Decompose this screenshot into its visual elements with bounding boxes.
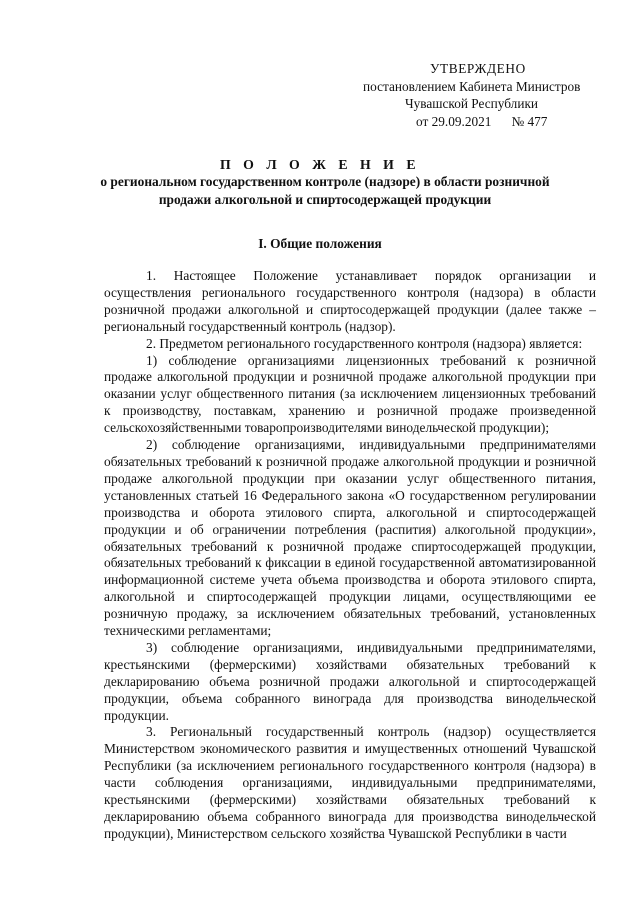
document-subtitle: о региональном государственном контроле (надзоре) в области розничной продажи алкогольной и спиртосодержащей продукции [100,174,550,207]
body-text [104,268,596,843]
paragraph: 3) соблюдение организациями, индивидуальными предпринимателями, крестьянскими (фермерскими) хозяйствами обязательных требований к декларированию объема розничной продажи алкогольной и спиртосодержащей продукции, объема собранного винограда для производства винодельческой продукции. [104,639,596,723]
approval-line-1: постановлением Кабинета Министров [363,78,581,94]
approval-block [300,60,600,130]
approval-date-line [416,113,600,131]
approval-line-2: Чувашской Республики [405,96,539,111]
approval-number: № 477 [511,113,548,129]
paragraph: 1) соблюдение организациями лицензионных требований к розничной продаже алкогольной продукции и розничной продаже алкогольной продукции при оказании услуг общественного питания (за исключением лицензионных требований к производству, поставкам, хранению и розничной продаже произведенной сельскохозяйственными товаропроизводителями винодельческой продукции); [104,352,596,436]
paragraph: 2. Предметом регионального государственного контроля (надзора) является: [146,335,583,351]
paragraph: 1. Настоящее Положение устанавливает порядок организации и осуществления регионального государственного контроля (надзора) в области розничной продажи алкогольной и спиртосодержащей продукции (далее также – региональный государственный контроль (надзор). [104,268,596,334]
approval-title: УТВЕРЖДЕНО [430,61,526,76]
section-title: I. Общие положения [258,236,382,251]
paragraph: 3. Региональный государственный контроль (надзор) осуществляется Министерством экономического развития и имущественных отношений Чувашской Республики (за исключением регионального государственного контроля (надзора) в части соблюдения организациями, индивидуальными предпринимателями, крестьянскими (фермерскими) хозяйствами обязательных требований к декларированию объема собранного винограда для производства винодельческой продукции), Министерством сельского хозяйства Чувашской Республики в части [104,724,596,841]
approval-date: от 29.09.2021 [416,113,492,129]
document-title: П О Л О Ж Е Н И Е [219,157,421,172]
paragraph: 2) соблюдение организациями, индивидуальными предпринимателями обязательных требований к розничной продаже алкогольной продукции и розничной продаже алкогольной продукции при оказании услуг общественного питания, установленных статьей 16 Федерального закона «О государственном регулировании производства и оборота этилового спирта, алкогольной и спиртосодержащей продукции и об ограничении потребления (распития) алкогольной продукции», обязательных требований к розничной продаже спиртосодержащей продукции, обязательных требований к фиксации в единой государственной автоматизированной информационной системе учета объема производства и оборота этилового спирта, алкогольной и спиртосодержащей продукции лицами, осуществляющими ее розничную продажу, за исключением обязательных требований, установленных техническими регламентами; [104,437,596,639]
